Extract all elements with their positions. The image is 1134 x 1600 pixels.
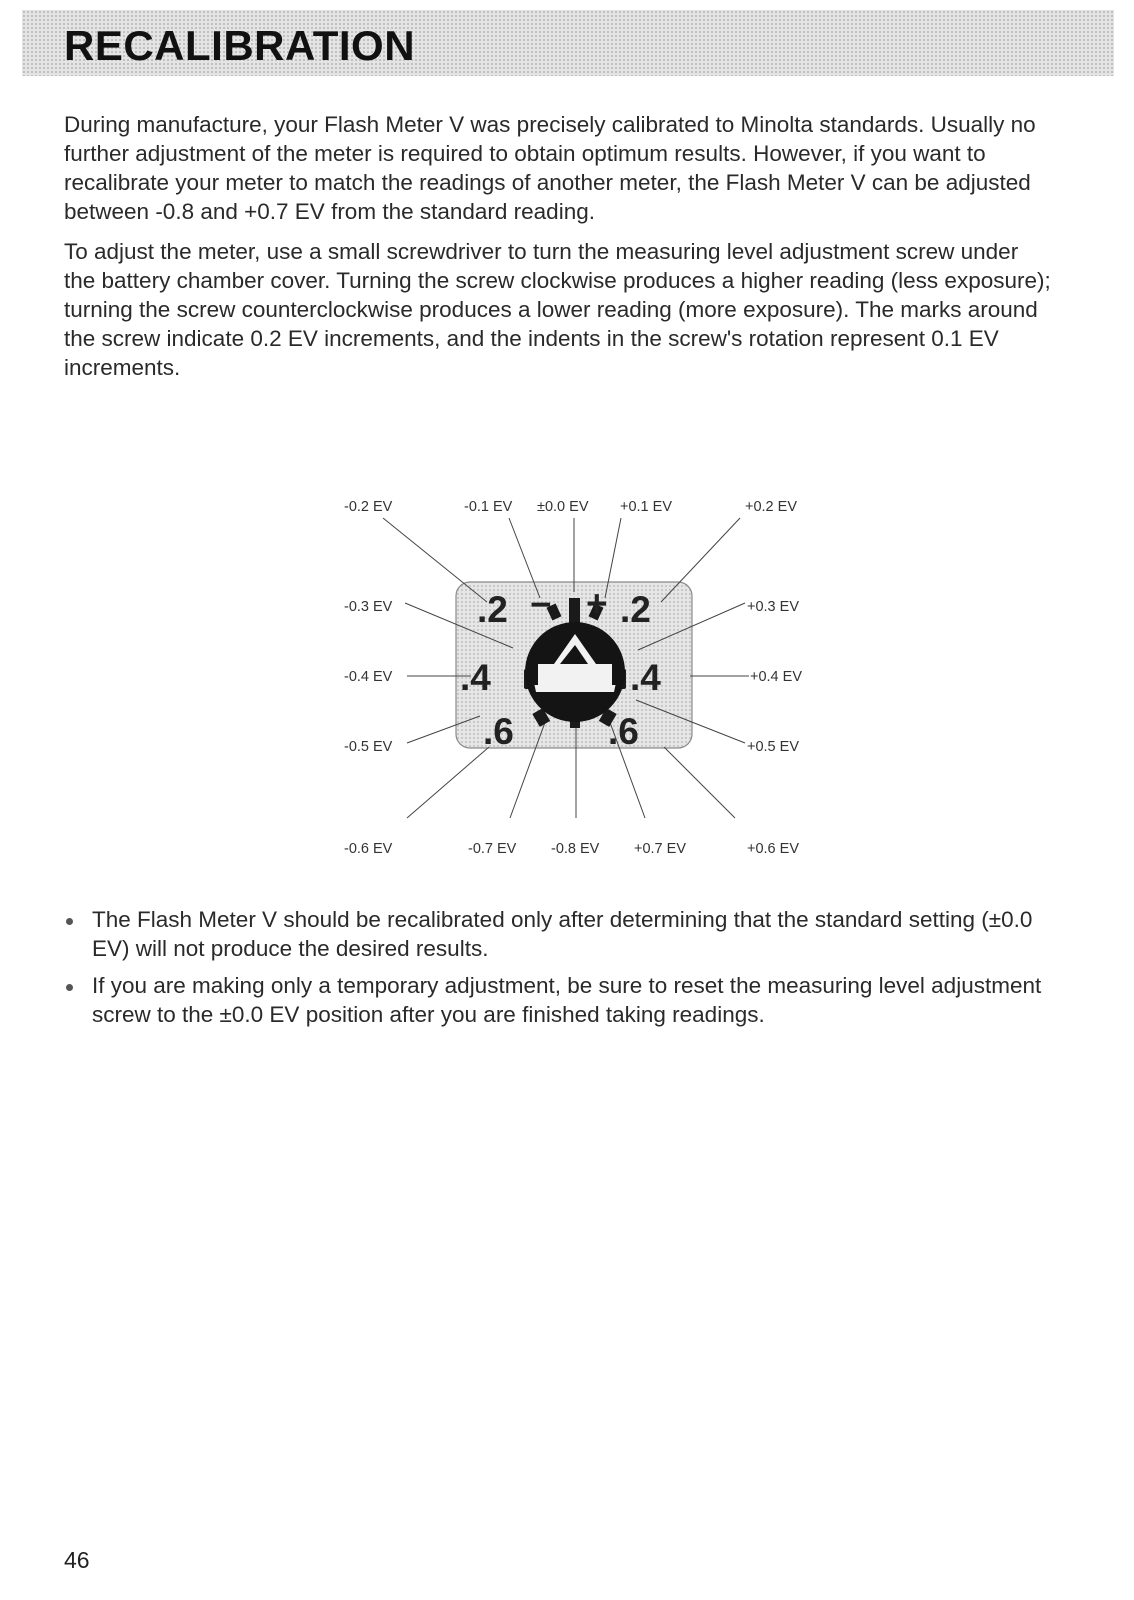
- label-minus-0-2: -0.2 EV: [344, 499, 393, 515]
- dial-mark-right-bottom: .6: [608, 711, 639, 752]
- label-plus-0-5: +0.5 EV: [747, 739, 799, 755]
- dial-mark-right-mid: .4: [630, 657, 661, 698]
- note-text: If you are making only a temporary adjustment, be sure to reset the measuring level adjustment screw to the ±0.0 EV position after you are finished taking readings.: [92, 973, 1042, 1027]
- dial-mark-left-mid: .4: [460, 657, 491, 698]
- bullet-icon: [66, 984, 73, 991]
- list-item: [64, 905, 1059, 963]
- label-plus-0-1: +0.1 EV: [620, 499, 672, 515]
- list-item: [64, 971, 1059, 1029]
- label-plus-0-7: +0.7 EV: [634, 841, 686, 857]
- note-text: The Flash Meter V should be recalibrated only after determining that the standard setting (±0.0 EV) will not produce the desired results.: [92, 907, 1033, 961]
- label-minus-0-1: -0.1 EV: [464, 499, 513, 515]
- label-plus-0-4: +0.4 EV: [750, 669, 802, 685]
- dial-plus-sign: +: [586, 583, 608, 624]
- label-minus-0-8: -0.8 EV: [551, 841, 600, 857]
- dial-minus-sign: −: [530, 584, 552, 625]
- label-plus-minus-0-0: ±0.0 EV: [537, 499, 589, 515]
- label-minus-0-6: -0.6 EV: [344, 841, 393, 857]
- intro-paragraph: During manufacture, your Flash Meter V was precisely calibrated to Minolta standards. Usually no further adjustment of the meter is required to obtain optimum results. However, if you want to recalibrate your meter to match the readings of another meter, the Flash Meter V can be adjusted between -0.8 and +0.7 EV from the standard reading.: [64, 112, 1036, 224]
- dial-mark-right-top: .2: [620, 589, 651, 630]
- page-number: 46: [64, 1547, 90, 1573]
- label-minus-0-3: -0.3 EV: [344, 599, 393, 615]
- label-plus-0-3: +0.3 EV: [747, 599, 799, 615]
- page-title: RECALIBRATION: [64, 22, 416, 69]
- label-minus-0-5: -0.5 EV: [344, 739, 393, 755]
- bullet-icon: [66, 918, 73, 925]
- label-plus-0-6: +0.6 EV: [747, 841, 799, 857]
- dial-mark-left-top: .2: [477, 589, 508, 630]
- label-minus-0-7: -0.7 EV: [468, 841, 517, 857]
- notes-list: [64, 905, 1059, 1037]
- adjust-paragraph: To adjust the meter, use a small screwdriver to turn the measuring level adjustment screw under the battery chamber cover. Turning the screw clockwise produces a higher reading (less exposure); turning the screw counterclockwise produces a lower reading (more exposure). The marks around the screw indicate 0.2 EV increments, and the indents in the screw's rotation represent 0.1 EV increments.: [64, 239, 1051, 380]
- dial-mark-left-bottom: .6: [483, 711, 514, 752]
- label-plus-0-2: +0.2 EV: [745, 499, 797, 515]
- label-minus-0-4: -0.4 EV: [344, 669, 393, 685]
